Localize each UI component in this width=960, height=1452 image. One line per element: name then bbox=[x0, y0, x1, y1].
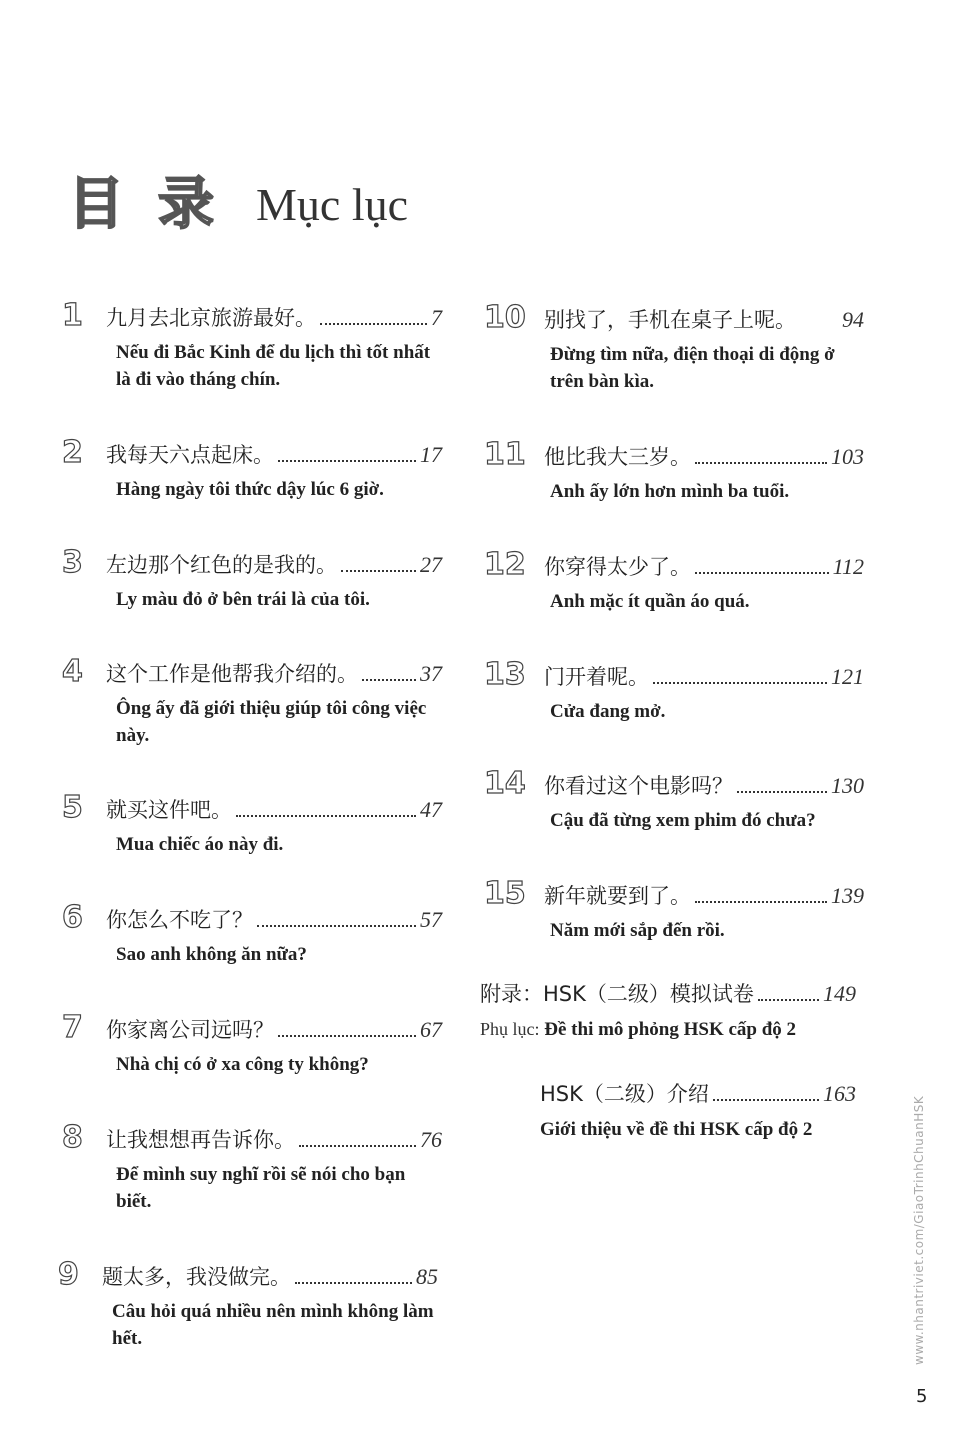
lesson-number: 6 bbox=[62, 900, 83, 935]
leader-dots bbox=[713, 1099, 819, 1101]
page-title bbox=[68, 160, 408, 240]
watermark-url: www.nhantriviet.com/GiaoTrinhChuanHSK bbox=[912, 1095, 926, 1365]
lesson-title-cn: 我每天六点起床。 bbox=[106, 443, 274, 467]
toc-entry-3[interactable] bbox=[62, 545, 442, 613]
lesson-title-cn: 让我想想再告诉你。 bbox=[106, 1128, 295, 1152]
page-ref: 130 bbox=[831, 773, 864, 798]
page-number: 5 bbox=[916, 1386, 928, 1407]
title-vietnamese: Mục lục bbox=[256, 178, 409, 230]
lesson-title-cn: 这个工作是他帮我介绍的。 bbox=[106, 662, 358, 686]
leader-dots bbox=[295, 1282, 412, 1284]
toc-entry-13[interactable] bbox=[484, 657, 864, 725]
page-ref: 17 bbox=[420, 442, 442, 467]
lesson-title-cn: 你看过这个电影吗？ bbox=[544, 774, 733, 798]
lesson-title-cn: 门开着呢。 bbox=[544, 665, 649, 689]
toc-entry-6[interactable] bbox=[62, 900, 442, 968]
page-ref: 149 bbox=[823, 981, 856, 1006]
lesson-number: 5 bbox=[62, 790, 83, 825]
lesson-number: 3 bbox=[62, 545, 83, 580]
lesson-title-vi: Nhà chị có ở xa công ty không? bbox=[116, 1054, 369, 1075]
lesson-title-vi: Câu hỏi quá nhiều nên mình không làm hết. bbox=[112, 1301, 434, 1349]
lesson-number: 15 bbox=[484, 876, 526, 911]
lesson-title-vi: Cậu đã từng xem phim đó chưa? bbox=[550, 810, 816, 831]
lesson-title-vi: Nếu đi Bắc Kinh để du lịch thì tốt nhất là đi vào tháng chín. bbox=[116, 342, 431, 390]
lesson-title-cn: 别找了，手机在桌子上呢。 bbox=[544, 308, 796, 332]
toc-hsk-intro[interactable] bbox=[540, 1078, 856, 1143]
lesson-title-cn: 左边那个红色的是我的。 bbox=[106, 553, 337, 577]
page-ref: 7 bbox=[431, 305, 442, 330]
toc-entry-4[interactable] bbox=[62, 654, 442, 749]
lesson-title-cn: 新年就要到了。 bbox=[544, 884, 691, 908]
lesson-title-vi: Ông ấy đã giới thiệu giúp tôi công việc này. bbox=[116, 698, 427, 746]
lesson-title-cn: 题太多，我没做完。 bbox=[102, 1265, 291, 1289]
lesson-title-cn: 九月去北京旅游最好。 bbox=[106, 306, 316, 330]
lesson-title-vi: Đừng tìm nữa, điện thoại di động ở trên bàn kìa. bbox=[550, 344, 835, 392]
page-ref: 121 bbox=[831, 664, 864, 689]
leader-dots bbox=[695, 462, 827, 464]
lesson-number: 8 bbox=[62, 1120, 83, 1155]
lesson-title-vi: Anh ấy lớn hơn mình ba tuổi. bbox=[550, 481, 790, 502]
lesson-title-cn: 你穿得太少了。 bbox=[544, 555, 691, 579]
lesson-title-cn: 他比我大三岁。 bbox=[544, 445, 691, 469]
leader-dots bbox=[320, 323, 427, 325]
lesson-number: 11 bbox=[484, 437, 526, 472]
page-ref: 139 bbox=[831, 883, 864, 908]
leader-dots bbox=[695, 572, 829, 574]
intro-title-cn: HSK（二级）介绍 bbox=[540, 1082, 709, 1106]
lesson-number: 9 bbox=[58, 1257, 79, 1292]
toc-entry-5[interactable] bbox=[62, 790, 442, 858]
leader-dots bbox=[695, 901, 827, 903]
toc-entry-10[interactable] bbox=[484, 300, 864, 395]
lesson-number: 14 bbox=[484, 766, 526, 801]
lesson-number: 2 bbox=[62, 435, 83, 470]
lesson-title-vi: Ly màu đỏ ở bên trái là của tôi. bbox=[116, 589, 370, 610]
page-ref: 94 bbox=[842, 307, 864, 332]
page-ref: 76 bbox=[420, 1127, 442, 1152]
leader-dots bbox=[278, 1035, 416, 1037]
page-ref: 27 bbox=[420, 552, 442, 577]
page-ref: 47 bbox=[420, 797, 442, 822]
leader-dots bbox=[236, 815, 416, 817]
leader-dots bbox=[257, 925, 416, 927]
lesson-number: 4 bbox=[62, 654, 83, 689]
title-chinese: 目录 bbox=[68, 172, 248, 237]
toc-entry-15[interactable] bbox=[484, 876, 864, 944]
appendix-title-cn: 附录：HSK（二级）模拟试卷 bbox=[480, 982, 754, 1006]
lesson-title-vi: Hàng ngày tôi thức dậy lúc 6 giờ. bbox=[116, 479, 384, 500]
page-ref: 57 bbox=[420, 907, 442, 932]
leader-dots bbox=[278, 460, 416, 462]
page-ref: 163 bbox=[823, 1081, 856, 1106]
toc-entry-8[interactable] bbox=[62, 1120, 442, 1215]
lesson-number: 10 bbox=[484, 300, 526, 335]
toc-entry-7[interactable] bbox=[62, 1010, 442, 1078]
lesson-number: 12 bbox=[484, 547, 526, 582]
leader-dots bbox=[341, 570, 416, 572]
intro-title-vi: Giới thiệu về đề thi HSK cấp độ 2 bbox=[540, 1119, 813, 1140]
leader-dots bbox=[653, 682, 827, 684]
lesson-title-vi: Mua chiếc áo này đi. bbox=[116, 834, 284, 855]
page-ref: 85 bbox=[416, 1264, 438, 1289]
leader-dots bbox=[362, 679, 416, 681]
lesson-number: 7 bbox=[62, 1010, 83, 1045]
lesson-title-cn: 你家离公司远吗？ bbox=[106, 1018, 274, 1042]
lesson-number: 1 bbox=[62, 298, 83, 333]
toc-entry-14[interactable] bbox=[484, 766, 864, 834]
toc-entry-9[interactable] bbox=[58, 1257, 438, 1352]
toc-entry-1[interactable] bbox=[62, 298, 442, 393]
lesson-title-vi: Anh mặc ít quần áo quá. bbox=[550, 591, 750, 612]
toc-appendix[interactable] bbox=[480, 978, 856, 1043]
toc-entry-2[interactable] bbox=[62, 435, 442, 503]
page-ref: 112 bbox=[832, 554, 864, 579]
page-ref: 37 bbox=[420, 661, 442, 686]
toc-entry-12[interactable] bbox=[484, 547, 864, 615]
leader-dots bbox=[758, 999, 819, 1001]
lesson-title-vi: Sao anh không ăn nữa? bbox=[116, 944, 307, 965]
lesson-title-cn: 就买这件吧。 bbox=[106, 798, 232, 822]
lesson-title-cn: 你怎么不吃了？ bbox=[106, 908, 253, 932]
leader-dots bbox=[299, 1145, 416, 1147]
appendix-label: Phụ lục: bbox=[480, 1019, 540, 1039]
lesson-title-vi: Cửa đang mở. bbox=[550, 701, 666, 722]
leader-dots bbox=[737, 791, 827, 793]
lesson-title-vi: Năm mới sắp đến rồi. bbox=[550, 920, 725, 941]
page-ref: 67 bbox=[420, 1017, 442, 1042]
page-ref: 103 bbox=[831, 444, 864, 469]
lesson-number: 13 bbox=[484, 657, 526, 692]
appendix-title-vi: Đề thi mô phỏng HSK cấp độ 2 bbox=[544, 1019, 797, 1040]
lesson-title-vi: Để mình suy nghĩ rồi sẽ nói cho bạn biết. bbox=[116, 1164, 406, 1212]
toc-entry-11[interactable] bbox=[484, 437, 864, 505]
